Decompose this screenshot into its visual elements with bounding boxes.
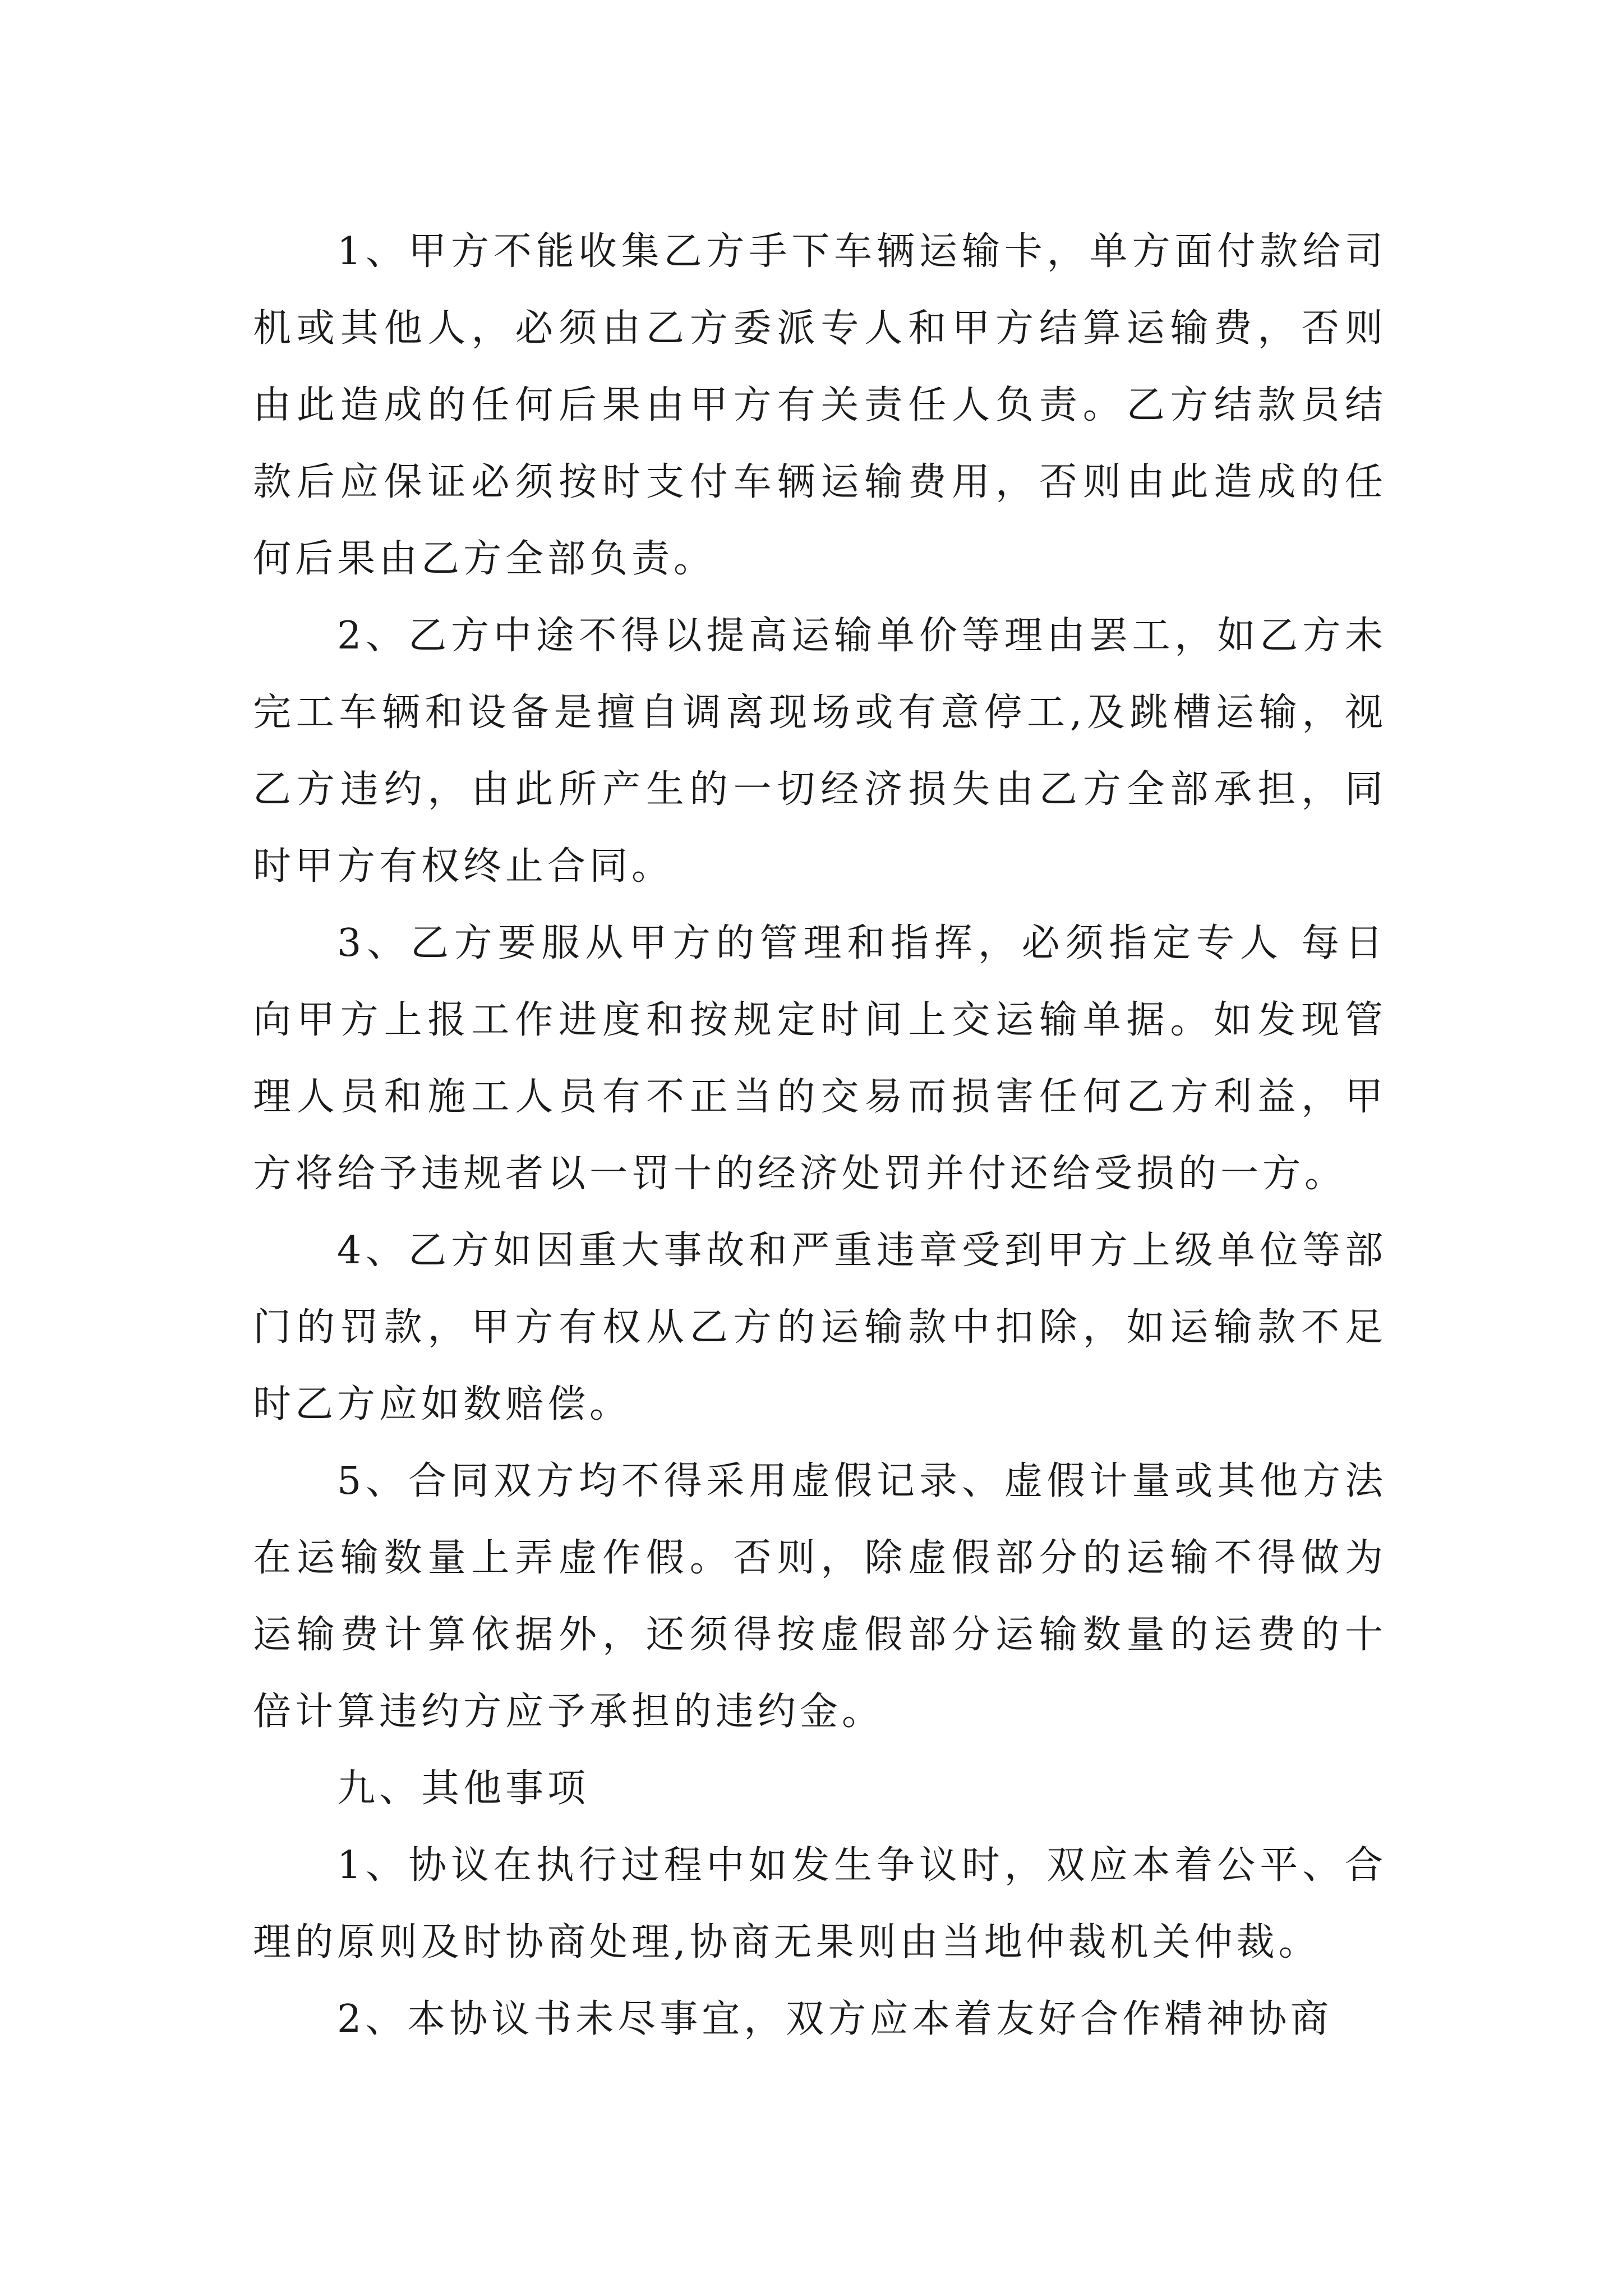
clause-paragraph: 3、乙方要服从甲方的管理和指挥，必须指定专人 每日向甲方上报工作进度和按规定时间上交运输单据。如发现管理人员和施工人员有不正当的交易而损害任何乙方利益，甲方将给予违规者以一罚十的经济处罚并付还给受损的一方。 bbox=[253, 921, 1387, 1196]
clause-paragraph: 2、本协议书未尽事宜，双方应本着友好合作精神协商 bbox=[337, 1997, 1333, 2041]
clause-paragraph: 5、合同双方均不得采用虚假记录、虚假计量或其他方法在运输数量上弄虚作假。否则，除虚假部分的运输不得做为运输费计算依据外，还须得按虚假部分运输数量的运费的十倍计算违约方应予承担的违约金。 bbox=[253, 1459, 1387, 1734]
clause-paragraph: 2、乙方中途不得以提高运输单价等理由罢工，如乙方未完工车辆和设备是擅自调离现场或有意停工,及跳槽运输，视乙方违约，由此所产生的一切经济损失由乙方全部承担，同时甲方有权终止合同。 bbox=[253, 614, 1387, 889]
document-body bbox=[253, 213, 1387, 2058]
clause-paragraph: 1、协议在执行过程中如发生争议时，双应本着公平、合理的原则及时协商处理,协商无果则由当地仲裁机关仲裁。 bbox=[253, 1843, 1387, 1964]
section-heading: 九、其他事项 bbox=[337, 1766, 590, 1811]
clause-paragraph: 1、甲方不能收集乙方手下车辆运输卡，单方面付款给司机或其他人，必须由乙方委派专人和甲方结算运输费，否则由此造成的任何后果由甲方有关责任人负责。乙方结款员结款后应保证必须按时支付车辆运输费用，否则由此造成的任何后果由乙方全部负责。 bbox=[253, 229, 1387, 581]
clause-paragraph: 4、乙方如因重大事故和严重违章受到甲方上级单位等部门的罚款，甲方有权从乙方的运输款中扣除，如运输款不足时乙方应如数赔偿。 bbox=[253, 1228, 1387, 1427]
